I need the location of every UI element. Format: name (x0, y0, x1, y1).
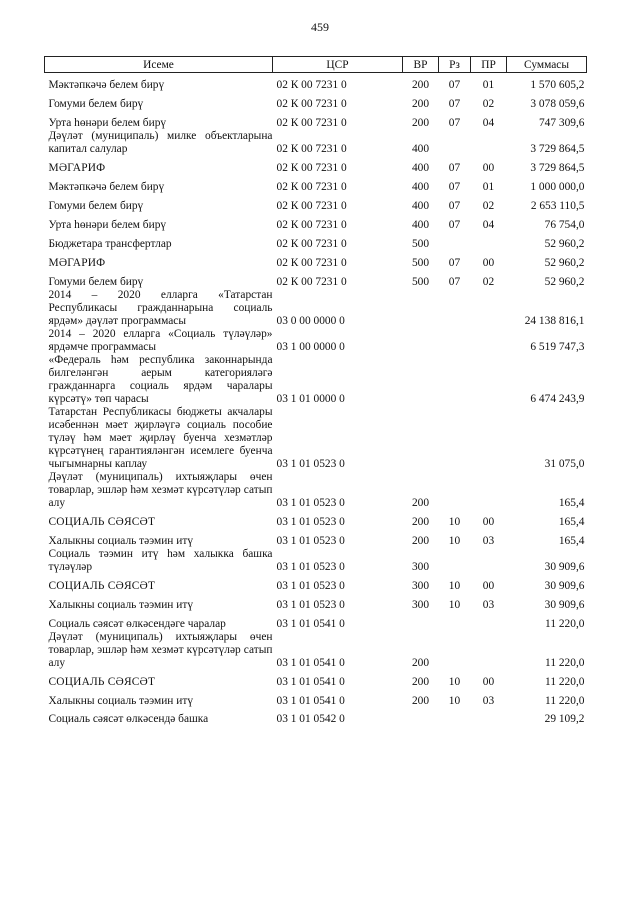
row-pr (471, 130, 507, 156)
row-name: Дәүләт (муниципаль) ихтыяҗлары өчен товарлар, эшләр һәм хезмәт күрсәтүләр сатып алу (48, 471, 273, 509)
row-pr (471, 548, 507, 574)
row-name: Бюджетара трансфертлар (48, 238, 172, 250)
row-pr (471, 406, 507, 471)
row-vr: 300 (411, 580, 430, 592)
row-sum: 3 729 864,5 (530, 162, 585, 174)
row-vr: 200 (411, 657, 430, 669)
row-vr (403, 708, 439, 726)
row-name: «Федераль һәм республика законнарында билгеләнгән аерым категорияләгә гражданнарга социаль ярдәм чаралары күрсәтү» төп чарасы (48, 354, 273, 405)
row-name: МӘГАРИФ (48, 162, 106, 174)
row-sum: 52 960,2 (544, 238, 585, 250)
row-pr (471, 708, 507, 726)
page-number: 459 (311, 20, 329, 34)
table-row (45, 670, 587, 689)
row-vr: 200 (411, 98, 430, 110)
row-sum: 29 109,2 (544, 713, 585, 725)
row-csr: 02 К 00 7231 0 (276, 98, 347, 110)
row-vr (403, 612, 439, 631)
header-row (45, 57, 587, 73)
row-sum: 1 000 000,0 (530, 181, 585, 193)
header-sum: Суммасы (507, 57, 587, 73)
row-rz (439, 406, 471, 471)
row-name: Халыкны социаль тәэмин итү (48, 535, 194, 547)
row-name: Гомуми белем бирү (48, 200, 144, 212)
row-csr: 03 1 01 0523 0 (276, 599, 345, 611)
row-rz: 07 (448, 219, 461, 231)
row-sum: 1 570 605,2 (530, 79, 585, 91)
row-csr: 03 1 01 0000 0 (276, 393, 345, 405)
row-vr (403, 354, 439, 406)
row-sum: 6 519 747,3 (530, 341, 585, 353)
row-vr (403, 289, 439, 328)
table-row (45, 251, 587, 270)
table-row (45, 73, 587, 93)
row-rz: 07 (448, 181, 461, 193)
table-row (45, 354, 587, 406)
row-csr: 02 К 00 7231 0 (276, 79, 347, 91)
row-csr: 03 1 01 0541 0 (276, 695, 345, 707)
table-row (45, 631, 587, 670)
row-pr: 01 (482, 79, 495, 91)
row-csr: 03 1 01 0523 0 (276, 561, 345, 573)
row-csr: 02 К 00 7231 0 (276, 219, 347, 231)
row-pr (471, 631, 507, 670)
row-csr: 02 К 00 7231 0 (276, 238, 347, 250)
table-row (45, 593, 587, 612)
row-sum: 76 754,0 (544, 219, 585, 231)
row-csr: 02 К 00 7231 0 (276, 162, 347, 174)
row-vr: 400 (411, 162, 430, 174)
row-rz (439, 708, 471, 726)
row-pr (471, 354, 507, 406)
row-vr: 500 (411, 238, 430, 250)
row-sum: 6 474 243,9 (530, 393, 585, 405)
row-rz: 10 (448, 599, 461, 611)
row-vr: 200 (411, 497, 430, 509)
row-csr: 03 1 01 0541 0 (276, 676, 345, 688)
row-pr (471, 328, 507, 354)
table-row (45, 548, 587, 574)
row-name: СОЦИАЛЬ СӘЯСӘТ (48, 676, 156, 688)
row-sum: 30 909,6 (544, 599, 585, 611)
table-row (45, 232, 587, 251)
row-rz (439, 548, 471, 574)
row-rz: 10 (448, 516, 461, 528)
row-pr: 03 (482, 599, 495, 611)
row-pr (471, 612, 507, 631)
table-row (45, 328, 587, 354)
row-rz: 07 (448, 276, 461, 288)
row-pr: 04 (482, 219, 495, 231)
row-csr: 03 1 01 0523 0 (276, 497, 345, 509)
row-sum: 747 309,6 (538, 117, 585, 129)
row-csr: 03 1 01 0542 0 (276, 713, 345, 725)
row-sum: 24 138 816,1 (524, 315, 585, 327)
row-csr: 02 К 00 7231 0 (276, 257, 347, 269)
row-name: 2014 – 2020 елларга «Татарстан Республикасы гражданнарына социаль ярдәм» дәүләт программасы (48, 289, 273, 327)
row-sum: 2 653 110,5 (530, 200, 585, 212)
row-rz: 07 (448, 117, 461, 129)
row-name: Гомуми белем бирү (48, 98, 144, 110)
row-pr: 02 (482, 200, 495, 212)
row-pr (471, 471, 507, 510)
row-sum: 52 960,2 (544, 257, 585, 269)
row-name: Социаль тәэмин итү һәм халыкка башка түләүләр (48, 548, 273, 573)
row-pr: 02 (482, 276, 495, 288)
row-csr: 03 1 01 0523 0 (276, 535, 345, 547)
row-vr: 400 (411, 200, 430, 212)
header-vr: ВР (403, 57, 439, 73)
table-row (45, 130, 587, 156)
row-rz: 10 (448, 676, 461, 688)
row-vr: 300 (411, 599, 430, 611)
row-rz (439, 130, 471, 156)
row-vr: 400 (411, 181, 430, 193)
row-rz (439, 471, 471, 510)
row-name: Халыкны социаль тәэмин итү (48, 599, 194, 611)
row-name: Дәүләт (муниципаль) милке объектларына капитал салулар (48, 130, 273, 155)
row-sum: 31 075,0 (544, 458, 585, 470)
header-pr: ПР (471, 57, 507, 73)
header-name: Исеме (45, 57, 273, 73)
row-pr: 02 (482, 98, 495, 110)
row-name: Гомуми белем бирү (48, 276, 144, 288)
row-sum: 30 909,6 (544, 580, 585, 592)
row-pr: 00 (482, 676, 495, 688)
row-sum: 11 220,0 (545, 618, 585, 630)
row-sum: 11 220,0 (545, 676, 585, 688)
row-csr: 02 К 00 7231 0 (276, 181, 347, 193)
row-pr (471, 232, 507, 251)
table-row (45, 289, 587, 328)
row-rz: 07 (448, 200, 461, 212)
row-rz (439, 328, 471, 354)
table-row (45, 213, 587, 232)
row-vr: 200 (411, 79, 430, 91)
row-pr: 00 (482, 257, 495, 269)
row-vr: 200 (411, 695, 430, 707)
row-sum: 165,4 (558, 497, 585, 509)
row-vr: 500 (411, 276, 430, 288)
table-row (45, 406, 587, 471)
row-pr: 00 (482, 516, 495, 528)
header-csr: ЦСР (273, 57, 403, 73)
row-sum: 3 078 059,6 (530, 98, 585, 110)
table-row (45, 574, 587, 593)
row-rz: 10 (448, 535, 461, 547)
row-name: МӘГАРИФ (48, 257, 106, 269)
row-rz (439, 232, 471, 251)
row-sum: 11 220,0 (545, 657, 585, 669)
row-pr (471, 289, 507, 328)
table-row (45, 708, 587, 726)
row-csr: 03 1 01 0523 0 (276, 516, 345, 528)
row-sum: 30 909,6 (544, 561, 585, 573)
row-csr: 02 К 00 7231 0 (276, 276, 347, 288)
row-pr: 00 (482, 162, 495, 174)
row-csr: 03 1 01 0523 0 (276, 580, 345, 592)
row-rz: 07 (448, 162, 461, 174)
table-row (45, 689, 587, 708)
row-rz (439, 289, 471, 328)
row-csr: 03 1 01 0523 0 (276, 458, 345, 470)
table-row (45, 111, 587, 130)
row-pr: 04 (482, 117, 495, 129)
row-name: Мәктәпкәчә белем бирү (48, 79, 165, 91)
row-name: Социаль сәясәт өлкәсендәге чаралар (48, 618, 226, 630)
row-csr: 03 1 00 0000 0 (276, 341, 345, 353)
row-name: Халыкны социаль тәэмин итү (48, 695, 194, 707)
table-row (45, 194, 587, 213)
row-csr: 02 К 00 7231 0 (276, 117, 347, 129)
budget-table (44, 56, 587, 726)
row-rz (439, 631, 471, 670)
row-name: Дәүләт (муниципаль) ихтыяҗлары өчен товарлар, эшләр һәм хезмәт күрсәтүләр сатып алу (48, 631, 273, 669)
row-csr: 03 1 01 0541 0 (276, 618, 345, 630)
row-name: Социаль сәясәт өлкәсендә башка (48, 713, 209, 725)
row-vr: 200 (411, 676, 430, 688)
row-rz: 07 (448, 98, 461, 110)
row-vr: 300 (411, 561, 430, 573)
row-sum: 3 729 864,5 (530, 143, 585, 155)
row-sum: 11 220,0 (545, 695, 585, 707)
row-pr: 00 (482, 580, 495, 592)
header-rz: Рз (439, 57, 471, 73)
row-name: СОЦИАЛЬ СӘЯСӘТ (48, 516, 156, 528)
row-sum: 165,4 (558, 535, 585, 547)
row-csr: 02 К 00 7231 0 (276, 143, 347, 155)
row-rz (439, 612, 471, 631)
row-pr: 01 (482, 181, 495, 193)
table-row (45, 156, 587, 175)
row-vr: 200 (411, 516, 430, 528)
row-csr: 03 1 01 0541 0 (276, 657, 345, 669)
row-sum: 52 960,2 (544, 276, 585, 288)
row-vr (403, 328, 439, 354)
row-csr: 03 0 00 0000 0 (276, 315, 345, 327)
row-sum: 165,4 (558, 516, 585, 528)
row-name: Мәктәпкәчә белем бирү (48, 181, 165, 193)
row-vr: 400 (411, 143, 430, 155)
table-row (45, 529, 587, 548)
table-row (45, 175, 587, 194)
table-row (45, 612, 587, 631)
row-vr (403, 406, 439, 471)
row-pr: 03 (482, 695, 495, 707)
row-name: Урта һөнәри белем бирү (48, 219, 167, 231)
row-name: Татарстан Республикасы бюджеты акчалары исәбеннән мәет җирләүгә социаль пособие түләү һәм мәет җирләү буенча хезмәтләр күрсәтүнең гарантияләнгән исемлеге буенча чыгымнарны каплау (48, 406, 273, 470)
table-row (45, 270, 587, 289)
table-row (45, 92, 587, 111)
row-rz: 07 (448, 257, 461, 269)
row-rz (439, 354, 471, 406)
row-pr: 03 (482, 535, 495, 547)
row-name: СОЦИАЛЬ СӘЯСӘТ (48, 580, 156, 592)
row-vr: 200 (411, 535, 430, 547)
table-row (45, 471, 587, 510)
row-csr: 02 К 00 7231 0 (276, 200, 347, 212)
table-row (45, 510, 587, 529)
row-vr: 500 (411, 257, 430, 269)
row-name: Урта һөнәри белем бирү (48, 117, 167, 129)
row-rz: 10 (448, 580, 461, 592)
row-rz: 10 (448, 695, 461, 707)
row-name: 2014 – 2020 елларга «Социаль түләүләр» ярдәмче программасы (48, 328, 273, 353)
row-rz: 07 (448, 79, 461, 91)
row-vr: 200 (411, 117, 430, 129)
row-vr: 400 (411, 219, 430, 231)
